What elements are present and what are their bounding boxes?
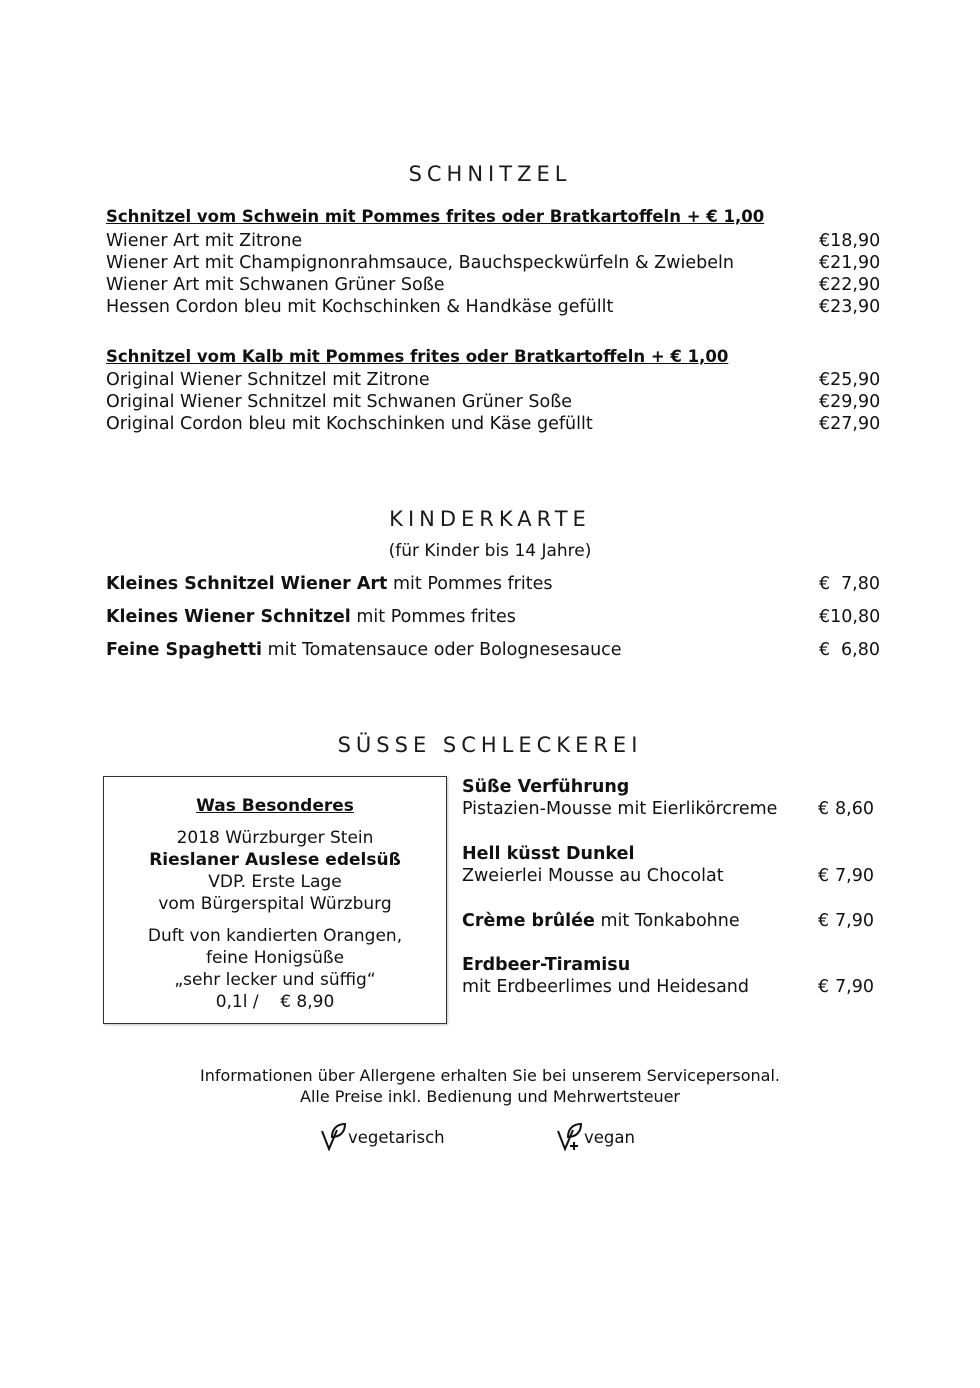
vegetarian-icon [320,1122,346,1152]
menu-item [106,413,880,435]
wine-line: „sehr lecker und süffig“ [174,970,376,990]
wine-line: feine Honigsüße [205,948,345,968]
kinderkarte-subtitle: (für Kinder bis 14 Jahre) [388,541,592,561]
item-price: € 21,90 [819,253,881,273]
special-wine-box [103,776,447,1024]
wine-line: Duft von kandierten Orangen, [147,926,403,946]
item-price: € 7,80 [819,574,880,594]
item-price: € 29,90 [819,392,881,412]
item-price: € 27,90 [819,414,881,434]
item-name: Wiener Art mit Champignonrahmsauce, Bauchspeckwürfeln & Zwiebeln [106,253,734,273]
menu-item [106,391,880,413]
item-price: € 7,90 [818,977,874,997]
dessert-desc: Zweierlei Mousse au Chocolat [462,866,724,886]
section-title-kinderkarte: KINDERKARTE [389,507,591,531]
menu-item [106,638,880,662]
dessert-item [462,910,874,932]
item-price: € 22,90 [819,275,881,295]
item-name: Original Wiener Schnitzel mit Schwanen Grüner Soße [106,392,572,412]
allergen-note: Informationen über Allergene erhalten Sie bei unserem Servicepersonal. [200,1066,780,1085]
dessert-item [462,776,874,820]
item-name: Feine Spaghetti mit Tomatensauce oder Bolognesesauce [106,640,622,660]
section-title-schnitzel: SCHNITZEL [408,162,572,186]
item-name: Hessen Cordon bleu mit Kochschinken & Handkäse gefüllt [106,297,614,317]
item-price: € 18,90 [819,231,881,251]
item-name: Wiener Art mit Schwanen Grüner Soße [106,275,445,295]
item-price: € 7,90 [818,911,874,931]
item-name: Original Wiener Schnitzel mit Zitrone [106,370,430,390]
dessert-item [462,954,874,998]
wine-line: VDP. Erste Lage [208,872,342,892]
item-price: € 8,60 [818,799,874,819]
legend-vegan [556,1122,635,1152]
dessert-name: Hell küsst Dunkel [462,844,635,864]
subheading-veal: Schnitzel vom Kalb mit Pommes frites oder Bratkartoffeln + € 1,00 [106,347,729,366]
dessert-desc: Crème brûlée mit Tonkabohne [462,911,740,931]
subheading-pork: Schnitzel vom Schwein mit Pommes frites oder Bratkartoffeln + € 1,00 [106,207,765,226]
price-note: Alle Preise inkl. Bedienung und Mehrwertsteuer [300,1087,680,1106]
item-price: € 6,80 [819,640,880,660]
wine-line: Rieslaner Auslese edelsüß [149,850,401,870]
menu-item [106,252,880,274]
item-name: Kleines Schnitzel Wiener Art mit Pommes frites [106,574,553,594]
dessert-item [462,843,874,887]
wine-price: 0,1l / € 8,90 [215,992,335,1012]
menu-item [106,572,880,596]
menu-item [106,369,880,391]
dessert-desc: Pistazien-Mousse mit Eierlikörcreme [462,799,778,819]
legend-vegetarian [320,1122,445,1152]
menu-item [106,274,880,296]
item-price: € 10,80 [819,607,881,627]
dessert-name: Süße Verführung [462,777,630,797]
section-title-dessert: SÜSSE SCHLECKEREI [337,733,643,757]
menu-item [106,230,880,252]
menu-item [106,296,880,318]
menu-item [106,605,880,629]
vegetarian-label: vegetarisch [348,1127,445,1147]
wine-line: vom Bürgerspital Würzburg [158,894,392,914]
item-price: € 25,90 [819,370,881,390]
item-name: Wiener Art mit Zitrone [106,231,303,251]
special-title: Was Besonderes [196,796,354,816]
dessert-desc: mit Erdbeerlimes und Heidesand [462,977,749,997]
wine-line: 2018 Würzburger Stein [176,828,374,848]
vegan-icon [556,1122,582,1152]
item-name: Kleines Wiener Schnitzel mit Pommes frites [106,607,516,627]
item-price: € 7,90 [818,866,874,886]
vegan-label: vegan [584,1127,635,1147]
item-price: € 23,90 [819,297,881,317]
item-name: Original Cordon bleu mit Kochschinken und Käse gefüllt [106,414,593,434]
dessert-name: Erdbeer-Tiramisu [462,955,631,975]
